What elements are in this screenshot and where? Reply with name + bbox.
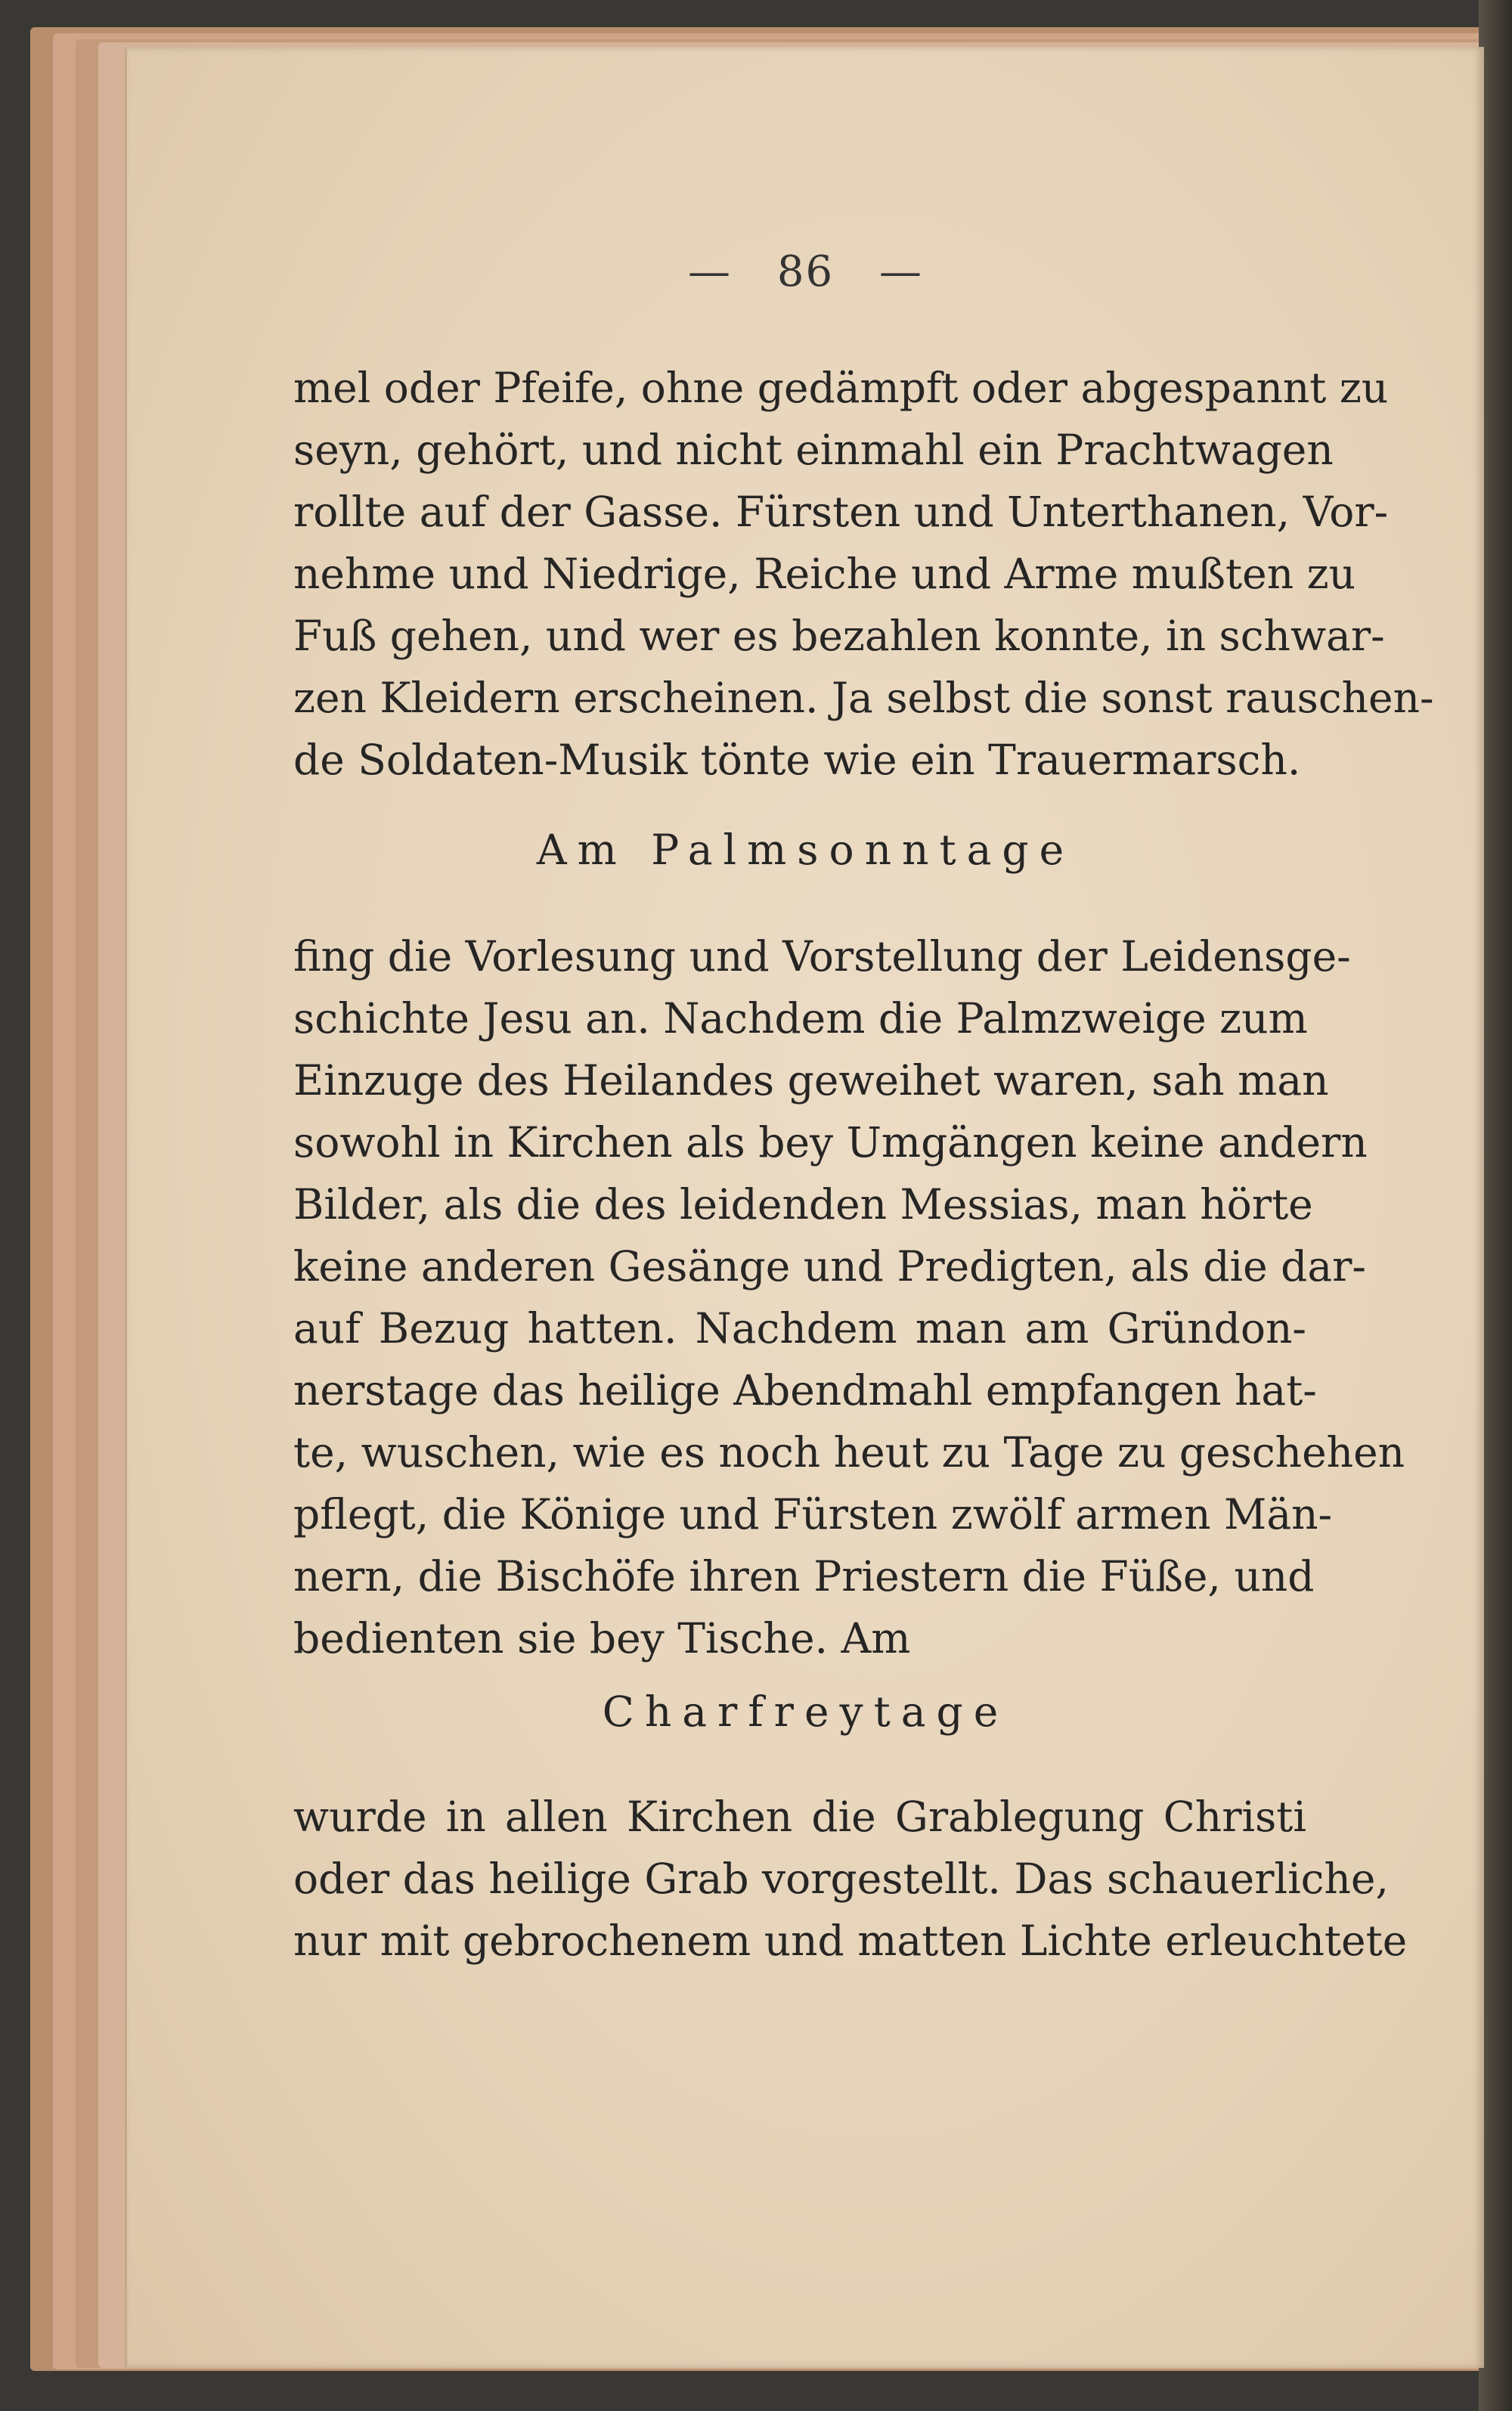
text-line: wurde in allen Kirchen die Grablegung Christi [293,1793,1306,1841]
text-line: fing die Vorlesung und Vorstellung der Leidensge- [293,932,1351,981]
text-line: nehme und Niedrige, Reiche und Arme mußten zu [293,550,1356,598]
text-line: oder das heilige Grab vorgestellt. Das schauerliche, [293,1855,1389,1903]
page-number-value: 86 [776,247,835,296]
text-line: sowohl in Kirchen als bey Umgängen keine andern [293,1118,1368,1167]
text-line: pflegt, die Könige und Fürsten zwölf armen Män- [293,1490,1333,1539]
text-line: auf Bezug hatten. Nachdem man am Gründon- [293,1304,1306,1353]
text-line: mel oder Pfeife, ohne gedämpft oder abgespannt zu [293,364,1389,412]
text-line: te, wuschen, wie es noch heut zu Tage zu geschehen [293,1428,1405,1477]
dash: — [878,247,923,296]
text-line: nur mit gebrochenem und matten Lichte erleuchtete [293,1917,1408,1965]
paragraph-1 [293,357,1434,791]
text-line: Einzuge des Heilandes geweihet waren, sah man [293,1056,1329,1105]
text-line: schichte Jesu an. Nachdem die Palmzweige zum [293,994,1308,1043]
text-line: nerstage das heilige Abendmahl empfangen hat- [293,1366,1317,1415]
text-line: nern, die Bischöfe ihren Priestern die Füße, und [293,1552,1315,1601]
page-number [127,247,1484,296]
text-line: de Soldaten-Musik tönte wie ein Trauermarsch. [293,736,1301,784]
section-heading: Am Palmsonntage [536,826,1075,874]
text-line: zen Kleidern erscheinen. Ja selbst die sonst rauschen- [293,674,1434,722]
book-page [125,47,1484,2368]
text-line: seyn, gehört, und nicht einmahl ein Prachtwagen [293,426,1334,474]
text-line: bedienten sie bey Tische. Am [293,1614,911,1663]
section-heading: Charfreytage [602,1687,1009,1736]
paragraph-2 [293,925,1405,1669]
dash: — [688,247,733,296]
text-line: Fuß gehen, und wer es bezahlen konnte, in schwar- [293,612,1385,660]
text-line: rollte auf der Gasse. Fürsten und Unterthanen, Vor- [293,488,1389,536]
text-line: keine anderen Gesänge und Predigten, als die dar- [293,1242,1367,1291]
text-line: Bilder, als die des leidenden Messias, man hörte [293,1180,1313,1229]
paragraph-3 [293,1786,1408,1972]
